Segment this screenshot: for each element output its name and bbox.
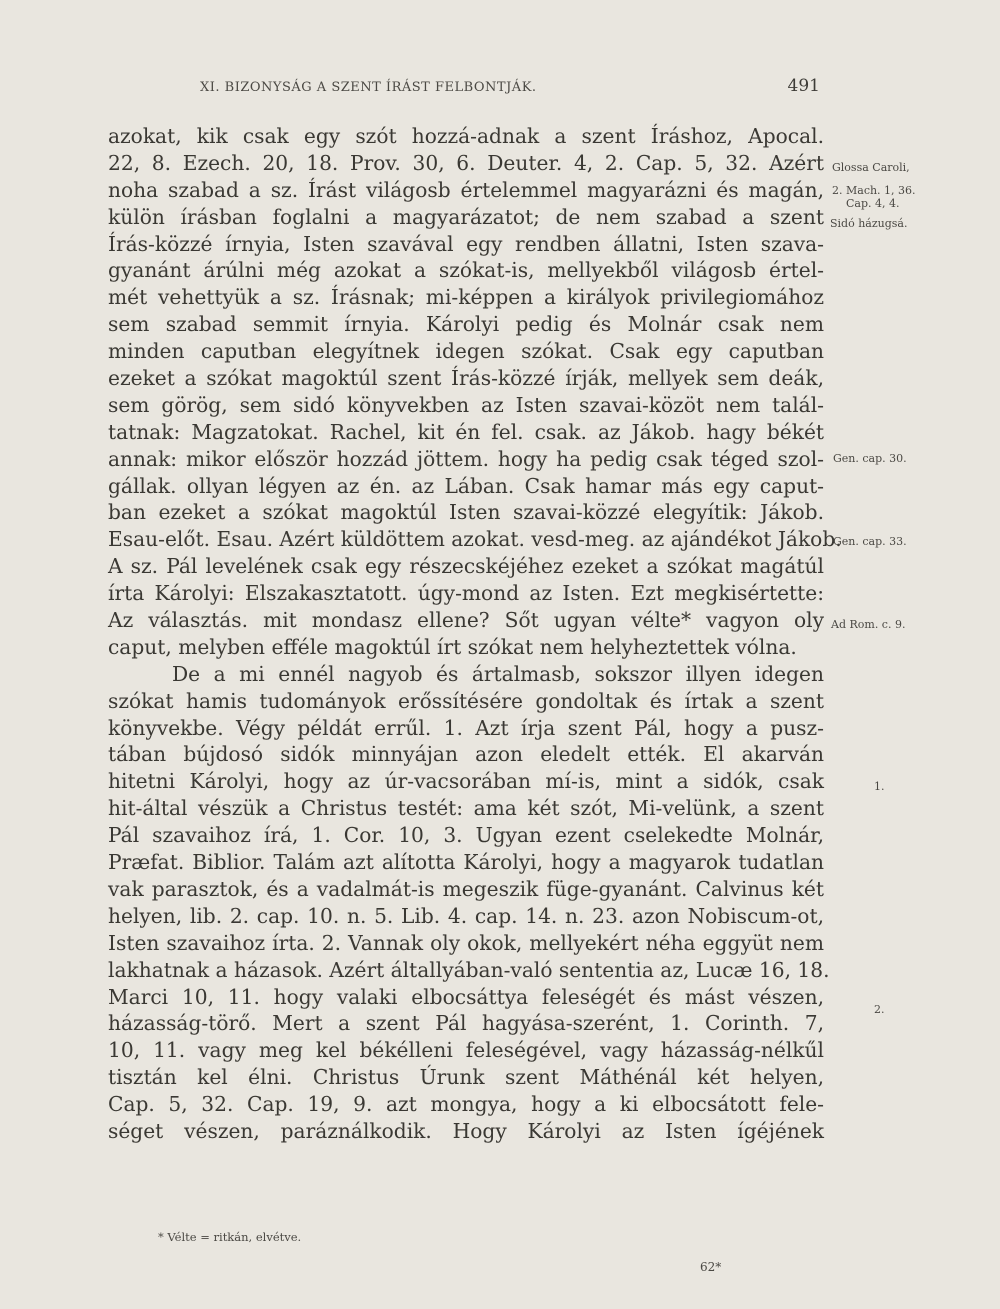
text-line: gállak. ollyan légyen az én. az Lában. Csak hamar más egy caput- (108, 473, 824, 498)
text-line: Præfat. Biblior. Talám azt alította Károlyi, hogy a magyarok tudatlan (108, 850, 824, 875)
text-line: sem görög, sem sidó könyvekben az Isten szavai-közöt nem talál- (108, 392, 824, 417)
page-header (200, 76, 820, 96)
margin-note: 1. (874, 780, 885, 793)
text-line: hitetni Károlyi, hogy az úr-vacsorában mí-is, mint a sidók, csak (108, 769, 824, 794)
footnote: * Vélte = ritkán, elvétve. (158, 1230, 302, 1244)
text-line: hit-által vészük a Christus testét: ama két szót, Mi-velünk, a szent (108, 796, 824, 821)
text-line: Esau-előt. Esau. Azért küldöttem azokat. vesd-meg. az ajándékot Jákob. (108, 527, 842, 552)
text-line: 22, 8. Ezech. 20, 18. Prov. 30, 6. Deuter. 4, 2. Cap. 5, 32. Azért (108, 150, 824, 175)
text-line: mét vehettyük a sz. Írásnak; mi-képpen a királyok privilegiomához (108, 285, 824, 310)
text-line: vak parasztok, és a vadalmát-is megeszik füge-gyanánt. Calvinus két (108, 876, 824, 901)
text-line: De a mi ennél nagyob és ártalmasb, sokszor illyen idegen (172, 661, 824, 686)
text-line: annak: mikor először hozzád jöttem. hogy ha pedig csak téged szol- (108, 446, 824, 471)
text-line: tisztán kel élni. Christus Úrunk szent Máthénál két helyen, (108, 1065, 824, 1090)
text-line: könyvekbe. Végy példát errűl. 1. Azt írja szent Pál, hogy a pusz- (108, 715, 824, 740)
text-line: Írás-közzé írnyia, Isten szavával egy rendben állatni, Isten szava- (108, 231, 824, 256)
text-line: séget vészen, paráználkodik. Hogy Károlyi az Isten ígéjének (108, 1118, 824, 1143)
text-line: lakhatnak a házasok. Azért általlyában-való sententia az, Lucæ 16, 18. (108, 957, 830, 982)
body-text (108, 123, 842, 1145)
text-line: Isten szavaihoz írta. 2. Vannak oly okok, mellyekért néha eggyüt nem (108, 930, 824, 955)
text-line: Az választás. mit mondasz ellene? Sőt ugyan vélte* vagyon oly (108, 608, 824, 633)
text-line: külön írásban foglalni a magyarázatot; de nem szabad a szent (108, 204, 824, 229)
text-line: tatnak: Magzatokat. Rachel, kit én fel. csak. az Jákob. hagy békét (108, 419, 824, 444)
text-line: Pál szavaihoz írá, 1. Cor. 10, 3. Ugyan ezent cselekedte Molnár, (108, 823, 824, 848)
margin-note: Cap. 4, 4. (846, 197, 900, 210)
text-line: noha szabad a sz. Írást világosb értelemmel magyarázni és magán, (108, 177, 824, 202)
text-line: A sz. Pál levelének csak egy részecskéjéhez ezeket a szókat magátúl (108, 554, 824, 579)
text-line: ezeket a szókat magoktúl szent Írás-közzé írják, mellyek sem deák, (108, 366, 824, 391)
text-line: szókat hamis tudományok erőssítésére gondoltak és írtak a szent (108, 688, 824, 713)
text-line: azokat, kik csak egy szót hozzá-adnak a szent Íráshoz, Apocal. (108, 124, 824, 148)
margin-note: Gen. cap. 33. (833, 535, 907, 548)
running-head: XI. BIZONYSÁG A SZENT ÍRÁST FELBONTJÁK. (200, 80, 537, 95)
text-line: minden caputban elegyítnek idegen szókat. Csak egy caputban (108, 339, 824, 364)
text-line: tában bújdosó sidók minnyájan azon eledelt ették. El akarván (108, 742, 824, 767)
text-line: Cap. 5, 32. Cap. 19, 9. azt mongya, hogy a ki elbocsátott fele- (108, 1092, 824, 1117)
margin-note: Gen. cap. 30. (833, 452, 907, 465)
text-line: sem szabad semmit írnyia. Károlyi pedig és Molnár csak nem (108, 312, 824, 337)
printer-signature: 62* (700, 1260, 722, 1274)
text-line: Marci 10, 11. hogy valaki elbocsáttya feleségét és mást vészen, (108, 984, 824, 1009)
text-line: írta Károlyi: Elszakasztatott. úgy-mond az Isten. Ezt megkisértette: (108, 581, 824, 606)
text-line: helyen, lib. 2. cap. 10. n. 5. Lib. 4. cap. 14. n. 23. azon Nobiscum-ot, (108, 903, 824, 928)
page-number: 491 (787, 76, 820, 96)
margin-note: 2. Mach. 1, 36. (832, 184, 916, 197)
text-line: 10, 11. vagy meg kel békélleni feleségével, vagy házasság-nélkűl (108, 1038, 824, 1063)
margin-note: Ad Rom. c. 9. (831, 618, 906, 631)
text-line: gyanánt árúlni még azokat a szókat-is, mellyekből világosb értel- (108, 258, 824, 283)
text-line: házasság-törő. Mert a szent Pál hagyása-szerént, 1. Corinth. 7, (108, 1011, 824, 1036)
margin-note: 2. (874, 1003, 885, 1016)
text-line: caput, melyben efféle magoktúl írt szókat nem helyheztettek vólna. (108, 634, 797, 659)
text-line: ban ezeket a szókat magoktúl Isten szavai-közzé elegyítik: Jákob. (108, 500, 824, 525)
margin-note: Glossa Caroli, (832, 161, 910, 174)
margin-note: Sidó házugsá. (830, 217, 908, 230)
